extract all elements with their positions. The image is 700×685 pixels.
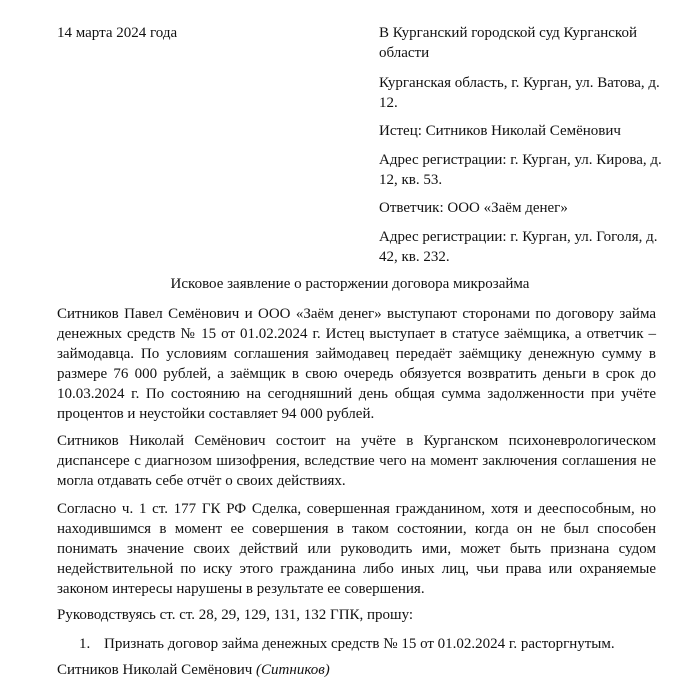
paragraph-request-intro: Руководствуясь ст. ст. 28, 29, 129, 131, 132 ГПК, прошу: (57, 607, 414, 623)
court-name: В Курганский городской суд Курганской области (379, 25, 637, 61)
defendant: Ответчик: ООО «Заём денег» (379, 200, 568, 216)
defendant-address: Адрес регистрации: г. Курган, ул. Гоголя, д. 42, кв. 232. (379, 229, 658, 265)
signature-handwritten: (Ситников) (256, 662, 330, 678)
signature-name: Ситников Николай Семёнович (57, 662, 253, 678)
plaintiff: Истец: Ситников Николай Семёнович (379, 123, 621, 139)
paragraph-parties: Ситников Павел Семёнович и ООО «Заём денег» выступают сторонами по договору займа денежных средств № 15 от 01.02.2024 г. Истец выступает в статусе заёмщика, а ответчик – займодавца. По условиям соглашения займодавец передаёт заёмщику денежную сумму в размере 76 000 рублей, а заёмщик в свою очередь обязуется возвратить деньги в срок до 10.03.2024 г. По состоянию на сегодняшний день общая сумма задолженности при учёте процентов и неустойки составляет 94 000 рублей. (57, 306, 656, 422)
paragraph-diagnosis: Ситников Николай Семёнович состоит на учёте в Курганском психоневрологическом диспансере с диагнозом шизофрения, вследствие чего на момент заключения соглашения не могла отдавать себе отчёт о своих действиях. (57, 433, 656, 489)
court-address: Курганская область, г. Курган, ул. Ватова, д. 12. (379, 75, 660, 111)
document-date: 14 марта 2024 года (57, 25, 178, 41)
plaintiff-address: Адрес регистрации: г. Курган, ул. Кирова, д. 12, кв. 53. (379, 152, 662, 188)
request-item (79, 634, 615, 654)
signature-block (57, 660, 330, 680)
document-title: Исковое заявление о расторжении договора микрозайма (170, 276, 530, 292)
request-number: 1. (79, 636, 91, 652)
paragraph-law: Согласно ч. 1 ст. 177 ГК РФ Сделка, совершенная гражданином, хотя и дееспособным, но находившимся в момент ее совершения в таком состоянии, когда он не был способен понимать значение своих действий или руководить ими, может быть признана судом недействительной по иску этого гражданина либо иных лиц, чьи права или охраняемые законом интересы нарушены в результате ее совершения. (57, 501, 656, 597)
request-text: Признать договор займа денежных средств № 15 от 01.02.2024 г. расторгнутым. (104, 636, 615, 652)
